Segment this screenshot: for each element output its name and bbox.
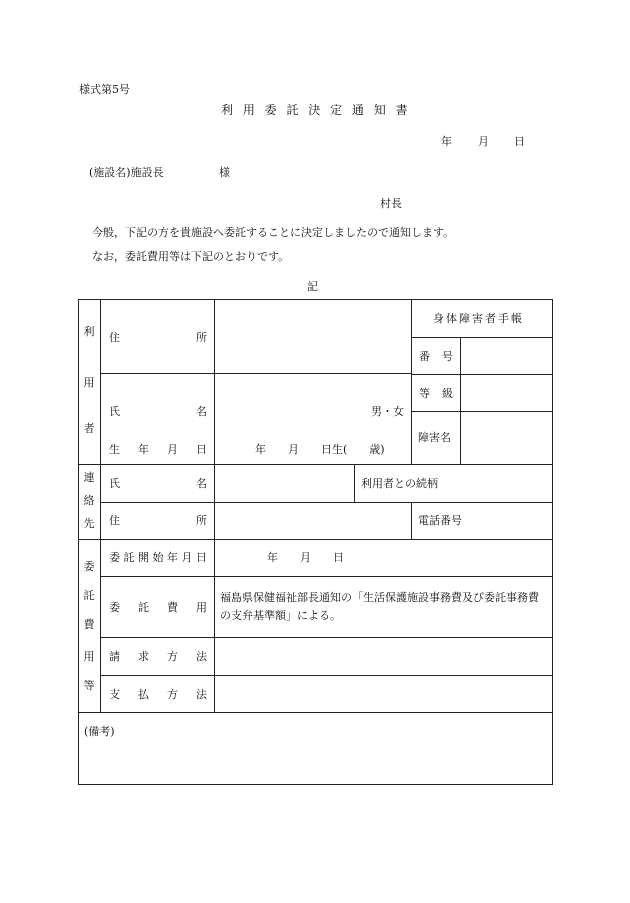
remarks-label: (備考) bbox=[84, 725, 115, 738]
address-label: 住 所 bbox=[109, 331, 207, 344]
start-date-value: 年 月 日 bbox=[267, 551, 344, 564]
contact-section-char: 絡 bbox=[83, 494, 95, 507]
name-label: 氏 名 bbox=[109, 405, 207, 418]
fee-section-char: 等 bbox=[83, 679, 95, 692]
body-line-1: 今般，下記の方を貴施設へ委託することに決定しましたので通知します。 bbox=[92, 226, 455, 239]
sender: 村長 bbox=[380, 197, 402, 210]
birthdate-label: 生 年 月 日 bbox=[109, 443, 207, 456]
handbook-title: 身体障害者手帳 bbox=[433, 312, 524, 325]
date-day: 日 bbox=[514, 135, 525, 148]
handbook-grade-label: 等 級 bbox=[419, 387, 453, 400]
date-month: 月 bbox=[478, 135, 489, 148]
ki-heading: 記 bbox=[307, 280, 318, 293]
disability-name-label: 障害名 bbox=[418, 431, 451, 444]
fee-value: 福島県保健福祉部長通知の「生活保護施設事務費及び委託事務費の支弁基準額」による。 bbox=[220, 591, 539, 622]
payment-method-label: 支 払 方 法 bbox=[109, 688, 207, 701]
handbook-number-label: 番 号 bbox=[419, 350, 453, 363]
contact-name-label: 氏 名 bbox=[109, 477, 207, 490]
fee-section-char: 用 bbox=[83, 650, 95, 663]
body-line-2: なお，委託費用等は下記のとおりです。 bbox=[92, 250, 290, 263]
fee-label: 委 託 費 用 bbox=[109, 601, 207, 614]
addressee: (施設名)施設長 bbox=[89, 166, 164, 179]
start-date-label: 委 託 開 始 年 月 日 bbox=[109, 551, 207, 564]
fee-section-char: 費 bbox=[83, 618, 95, 631]
contact-address-label: 住 所 bbox=[109, 514, 207, 527]
fee-section-char: 託 bbox=[83, 589, 95, 602]
user-section-char: 利 bbox=[83, 325, 95, 338]
user-section-char: 者 bbox=[83, 422, 95, 435]
table-grid bbox=[78, 299, 553, 785]
user-section-char: 用 bbox=[83, 376, 95, 389]
honorific: 様 bbox=[219, 166, 230, 179]
billing-method-label: 請 求 方 法 bbox=[109, 650, 207, 663]
birthdate-value: 年 月 日生( 歳) bbox=[255, 443, 385, 456]
gender-options: 男・女 bbox=[371, 405, 404, 418]
fee-section-char: 委 bbox=[83, 560, 95, 573]
form-table bbox=[78, 299, 553, 785]
contact-section-char: 連 bbox=[83, 471, 95, 484]
phone-label: 電話番号 bbox=[418, 514, 462, 527]
page-title: 利 用 委 託 決 定 通 知 書 bbox=[221, 103, 411, 117]
form-number: 様式第5号 bbox=[79, 83, 130, 96]
relationship-label: 利用者との続柄 bbox=[361, 477, 438, 490]
date-year: 年 bbox=[441, 135, 452, 148]
contact-section-char: 先 bbox=[83, 517, 95, 530]
